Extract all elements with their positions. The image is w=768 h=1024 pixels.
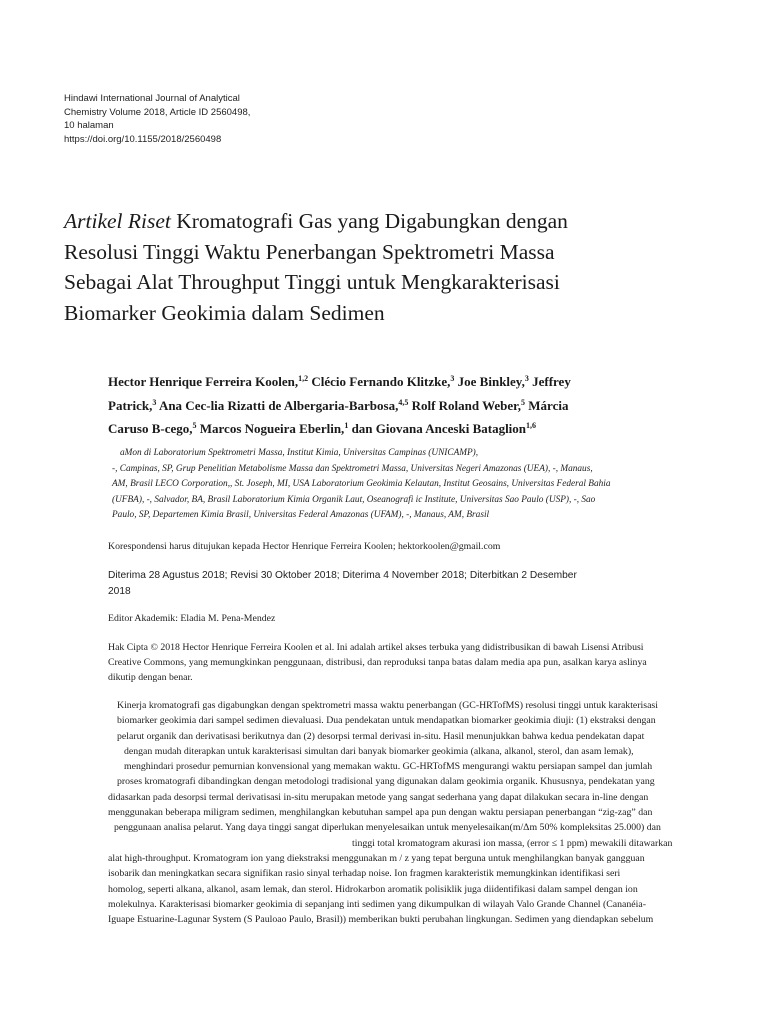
title-line-1: Artikel Riset Kromatografi Gas yang Digabungkan dengan <box>64 209 568 233</box>
title-line-3: Sebagai Alat Throughput Tinggi untuk Mengkarakterisasi <box>64 270 560 294</box>
abstract-line: penggunaan analisa pelarut. Yang daya tinggi sangat diperlukan menyelesaikan untuk menyelesaikan(m/Δm 50% kompleksitas 25.000) dan <box>114 822 661 834</box>
affiliation-line: AM, Brasil LECO Corporation,, St. Joseph, MI, USA Laboratorium Geokimia Kelautan, Institut Geosains, Universitas Federal Bahia <box>112 479 611 489</box>
abstract-line: homolog, seperti alkana, alkanol, asam lemak, dan sterol. Hidrokarbon aromatik polisiklik juga diidentifikasi dalam sampel dengan ion <box>108 883 638 895</box>
article-type: Artikel Riset <box>64 209 171 233</box>
publication-dates <box>108 568 628 599</box>
author-affil-mark: 1 <box>344 421 349 430</box>
author-affil-mark: 3 <box>524 374 529 383</box>
author-affil-mark: 3 <box>450 374 455 383</box>
license-line: Creative Commons, yang memungkinkan penggunaan, distribusi, dan reproduksi tanpa batas dalam media apa pun, asalkan karya aslinya <box>108 657 647 668</box>
abstract-line: menghindari prosedur pemurnian konvensional yang memakan waktu. GC-HRTofMS mengurangi waktu persiapan sampel dan jumlah <box>124 761 653 773</box>
abstract-line: proses kromatografi dibandingkan dengan metodologi tradisional yang digunakan dalam geokimia organik. Khususnya, pendekatan yang <box>117 776 655 788</box>
author: Jeffrey <box>528 374 571 389</box>
license-line: dikutip dengan benar. <box>108 672 193 683</box>
author: Joe Binkley, <box>454 374 525 389</box>
abstract-line: pelarut organik dan derivatisasi berikutnya dan (2) desorpsi termal derivasi in-situ. Hasil menunjukkan bahwa kedua pendekatan dapat <box>117 730 645 742</box>
affiliations <box>112 446 684 524</box>
dates-line: Diterima 28 Agustus 2018; Revisi 30 Oktober 2018; Diterima 4 November 2018; Diterbitkan 2 Desember <box>108 570 577 581</box>
correspondence: Korespondensi harus ditujukan kepada Hector Henrique Ferreira Koolen; hektorkoolen@gmail.com <box>108 541 501 552</box>
author: Ana Cec-lia Rizatti de Albergaria-Barbosa, <box>156 397 399 413</box>
author-affil-mark: 1,2 <box>298 374 309 383</box>
author: Patrick, <box>108 397 153 413</box>
author-affil-mark: 5 <box>521 397 526 407</box>
abstract-line: isobarik dan meningkatkan secara signifikan rasio sinyal terhadap noise. Ion fragmen karakteristik memungkinkan identifikasi seri <box>108 868 621 880</box>
affiliation-line: (UFBA), -, Salvador, BA, Brasil Laboratorium Kimia Organik Laut, Oseanografi ic Institute, Universitas Sao Paulo (USP), -, Sao <box>112 494 596 505</box>
dates-line: 2018 <box>108 585 131 597</box>
abstract-line: didasarkan pada desorpsi termal derivatisasi in-situ merupakan metode yang sangat sederhana yang dapat dilakukan secara in-line dengan <box>108 791 649 803</box>
license-line: Hak Cipta © 2018 Hector Henrique Ferreira Koolen et al. Ini adalah artikel akses terbuka yang didistribusikan di bawah Lisensi Atribusi <box>108 642 644 653</box>
abstract-line: biomarker geokimia dari sampel sedimen dievaluasi. Dua pendekatan untuk mendapatkan biomarker geokimia diuji: (1) ekstraksi dengan <box>117 715 656 727</box>
academic-editor: Editor Akademik: Eladia M. Pena-Mendez <box>108 613 276 624</box>
author: Márcia <box>525 397 569 413</box>
author-affil-mark: 4,5 <box>398 397 409 407</box>
abstract-line: menggunakan beberapa miligram sedimen, menghilangkan kebutuhan sampel apa pun dengan waktu persiapan penerbangan “zig-zag” dan <box>108 807 653 819</box>
journal-line: Hindawi International Journal of Analytical <box>64 93 240 104</box>
author-line <box>108 370 648 394</box>
journal-line: 10 halaman <box>64 120 114 131</box>
doi-link[interactable]: https://doi.org/10.1155/2018/2560498 <box>64 133 222 145</box>
author-affil-mark: 5 <box>192 421 197 430</box>
article-title <box>64 206 704 328</box>
affiliation-line: Paulo, SP, Departemen Kimia Brasil, Universitas Federal Amazonas (UFAM), -, Manaus, AM, Brasil <box>112 510 490 520</box>
title-line-2: Resolusi Tinggi Waktu Penerbangan Spektrometri Massa <box>64 239 555 264</box>
author: Hector Henrique Ferreira Koolen, <box>108 374 299 389</box>
author-line <box>108 394 648 418</box>
author-line <box>108 417 648 441</box>
abstract-line: Iguape Estuarine-Lagunar System (S Pauloao Paulo, Brasil)) memberikan bukti perubahan lingkungan. Sedimen yang diendapkan sebelum <box>108 914 654 926</box>
affiliation-line: -, Campinas, SP, Grup Penelitian Metabolisme Massa dan Spektrometri Massa, Universitas Negeri Amazonas (UEA), -, Manaus, <box>112 463 593 474</box>
journal-line: Chemistry Volume 2018, Article ID 2560498, <box>64 106 251 118</box>
abstract <box>0 698 768 927</box>
abstract-line: alat high-throughput. Kromatogram ion yang diekstraksi menggunakan m / z yang tepat berguna untuk menghilangkan banyak gangguan <box>108 852 645 864</box>
title-line-4: Biomarker Geokimia dalam Sedimen <box>64 300 385 325</box>
abstract-line: dengan mudah diterapkan untuk karakterisasi simultan dari banyak biomarker geokimia (alkana, alkanol, sterol, dan asam lemak), <box>124 745 634 757</box>
journal-info <box>64 92 294 146</box>
abstract-line: tinggi total kromatogram akurasi ion massa, (error ≤ 1 ppm) mewakili ditawarkan <box>352 837 673 849</box>
abstract-line: molekulnya. Karakterisasi biomarker geokimia di sepanjang inti sedimen yang dikumpulkan di wilayah Valo Grande Channel (Cananéia- <box>108 898 646 910</box>
abstract-line: Kinerja kromatografi gas digabungkan dengan spektrometri massa waktu penerbangan (GC-HRTofMS) resolusi tinggi untuk karakterisasi <box>117 700 658 711</box>
author: Rolf Roland Weber, <box>408 397 522 413</box>
author: Caruso B-cego, <box>108 421 193 436</box>
author: Clécio Fernando Klitzke, <box>308 374 451 389</box>
author: dan Giovana Anceski Bataglion <box>348 421 527 436</box>
author-affil-mark: 1,6 <box>526 421 537 430</box>
author-list <box>108 370 648 441</box>
affiliation-line: aMon di Laboratorium Spektrometri Massa, Institut Kimia, Universitas Campinas (UNICAMP), <box>120 448 479 458</box>
author: Marcos Nogueira Eberlin, <box>196 421 345 436</box>
copyright-license <box>108 640 708 685</box>
author-affil-mark: 3 <box>152 397 157 407</box>
